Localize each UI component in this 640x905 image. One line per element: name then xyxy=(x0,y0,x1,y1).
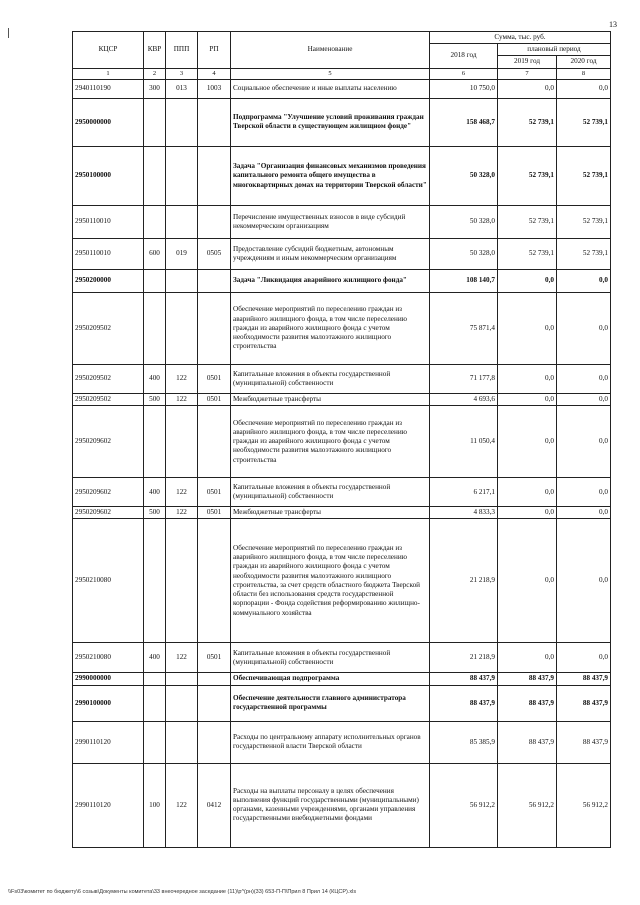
cell-ppp xyxy=(166,146,198,205)
cell-kvr: 100 xyxy=(144,763,166,847)
header-sum: Сумма, тыс. руб. xyxy=(430,32,611,44)
cell-2018: 50 328,0 xyxy=(430,146,498,205)
table-row xyxy=(73,673,611,685)
cell-kcsr: 2950209502 xyxy=(73,292,144,364)
cell-kvr xyxy=(144,406,166,478)
cell-rp: 0412 xyxy=(198,763,231,847)
col-number: 3 xyxy=(166,68,198,79)
cell-kvr: 400 xyxy=(144,478,166,507)
cell-2018: 158 468,7 xyxy=(430,98,498,146)
table-row xyxy=(73,98,611,146)
cell-rp xyxy=(198,721,231,763)
cell-2019: 52 739,1 xyxy=(498,98,557,146)
header-2018: 2018 год xyxy=(430,44,498,68)
cell-2020: 0,0 xyxy=(557,643,611,673)
cell-2020: 0,0 xyxy=(557,269,611,292)
cell-kvr: 400 xyxy=(144,364,166,393)
cell-2019: 0,0 xyxy=(498,79,557,98)
cell-kcsr: 2940110190 xyxy=(73,79,144,98)
cell-2019: 0,0 xyxy=(498,393,557,405)
cell-name: Подпрограмма "Улучшение условий проживания граждан Тверской области в существующем жилищном фонде" xyxy=(231,98,430,146)
cell-kcsr: 2950100000 xyxy=(73,146,144,205)
table-row xyxy=(73,205,611,238)
cell-name: Перечисление имущественных взносов в виде субсидий некоммерческим организациям xyxy=(231,205,430,238)
cell-name: Обеспечение мероприятий по переселению граждан из аварийного жилищного фонда, в том числе переселению граждан из аварийного жилищного фонда с учетом необходимости развития малоэтажного жилищного строительства, за счет средств областного бюджета Тверской области без использования средств государственной корпорации - Фонда содействия реформированию жилищно-коммунального хозяйства xyxy=(231,519,430,643)
cell-rp xyxy=(198,205,231,238)
cell-2019: 88 437,9 xyxy=(498,721,557,763)
cell-rp: 0501 xyxy=(198,478,231,507)
cell-kvr: 500 xyxy=(144,507,166,519)
cell-ppp: 019 xyxy=(166,238,198,269)
cell-rp xyxy=(198,519,231,643)
col-number: 4 xyxy=(198,68,231,79)
cell-kvr: 400 xyxy=(144,643,166,673)
cell-kcsr: 2990000000 xyxy=(73,673,144,685)
cell-2018: 21 218,9 xyxy=(430,519,498,643)
header-planned-period: плановый период xyxy=(498,44,611,56)
cell-ppp: 122 xyxy=(166,643,198,673)
cell-2019: 0,0 xyxy=(498,364,557,393)
cell-2020: 0,0 xyxy=(557,478,611,507)
cell-kcsr: 2950209602 xyxy=(73,478,144,507)
cell-2018: 56 912,2 xyxy=(430,763,498,847)
header-kcsr: КЦСР xyxy=(73,32,144,69)
cell-2020: 56 912,2 xyxy=(557,763,611,847)
cell-kvr xyxy=(144,292,166,364)
table-row xyxy=(73,269,611,292)
cell-rp: 0501 xyxy=(198,364,231,393)
header-kvr: КВР xyxy=(144,32,166,69)
cell-name: Расходы на выплаты персоналу в целях обеспечения выполнения функций государственными (муниципальными) органами, казенными учреждениями, органами управления государственными внебюджетными фондами xyxy=(231,763,430,847)
cell-rp xyxy=(198,685,231,721)
cell-name: Капитальные вложения в объекты государственной (муниципальной) собственности xyxy=(231,478,430,507)
cell-ppp: 122 xyxy=(166,507,198,519)
cell-name: Обеспечивающая подпрограмма xyxy=(231,673,430,685)
header-rp: РП xyxy=(198,32,231,69)
cell-name: Межбюджетные трансферты xyxy=(231,393,430,405)
cell-2019: 88 437,9 xyxy=(498,673,557,685)
col-number: 1 xyxy=(73,68,144,79)
cell-kvr xyxy=(144,519,166,643)
cell-2020: 0,0 xyxy=(557,507,611,519)
cell-kvr: 500 xyxy=(144,393,166,405)
cell-kvr xyxy=(144,269,166,292)
table-row xyxy=(73,393,611,405)
cell-rp: 0501 xyxy=(198,393,231,405)
cell-2019: 0,0 xyxy=(498,292,557,364)
cell-2019: 0,0 xyxy=(498,478,557,507)
table-row xyxy=(73,685,611,721)
cell-ppp: 122 xyxy=(166,478,198,507)
cell-2018: 21 218,9 xyxy=(430,643,498,673)
cell-2019: 56 912,2 xyxy=(498,763,557,847)
cell-kcsr: 2990110120 xyxy=(73,721,144,763)
cell-kcsr: 2950110010 xyxy=(73,238,144,269)
cell-2020: 0,0 xyxy=(557,406,611,478)
cell-rp: 0505 xyxy=(198,238,231,269)
cell-2018: 88 437,9 xyxy=(430,673,498,685)
cell-name: Предоставление субсидий бюджетным, автономным учреждениям и иным некоммерческим организациям xyxy=(231,238,430,269)
cell-2020: 88 437,9 xyxy=(557,685,611,721)
cell-kvr: 600 xyxy=(144,238,166,269)
cell-2018: 71 177,8 xyxy=(430,364,498,393)
table-row xyxy=(73,721,611,763)
cell-2018: 88 437,9 xyxy=(430,685,498,721)
cell-2019: 52 739,1 xyxy=(498,146,557,205)
cell-2020: 0,0 xyxy=(557,393,611,405)
cell-kvr xyxy=(144,98,166,146)
cell-ppp xyxy=(166,673,198,685)
cell-2018: 6 217,1 xyxy=(430,478,498,507)
margin-mark xyxy=(8,28,9,38)
page-number: 13 xyxy=(609,20,617,29)
table-row xyxy=(73,238,611,269)
cell-kcsr: 2950000000 xyxy=(73,98,144,146)
cell-2019: 52 739,1 xyxy=(498,238,557,269)
cell-kvr xyxy=(144,721,166,763)
cell-ppp xyxy=(166,292,198,364)
cell-rp xyxy=(198,673,231,685)
cell-rp xyxy=(198,98,231,146)
cell-2019: 0,0 xyxy=(498,406,557,478)
cell-rp xyxy=(198,269,231,292)
header-name: Наименование xyxy=(231,32,430,69)
cell-2019: 0,0 xyxy=(498,269,557,292)
cell-kcsr: 2950110010 xyxy=(73,205,144,238)
budget-table xyxy=(72,31,611,848)
cell-rp xyxy=(198,292,231,364)
col-number: 6 xyxy=(430,68,498,79)
cell-rp xyxy=(198,406,231,478)
table-row xyxy=(73,406,611,478)
cell-rp: 0501 xyxy=(198,507,231,519)
cell-2020: 0,0 xyxy=(557,364,611,393)
cell-2020: 0,0 xyxy=(557,292,611,364)
cell-ppp xyxy=(166,685,198,721)
cell-ppp xyxy=(166,269,198,292)
col-number: 2 xyxy=(144,68,166,79)
col-number: 8 xyxy=(557,68,611,79)
cell-kcsr: 2950209502 xyxy=(73,364,144,393)
col-number: 5 xyxy=(231,68,430,79)
cell-2018: 10 750,0 xyxy=(430,79,498,98)
cell-2018: 75 871,4 xyxy=(430,292,498,364)
cell-2019: 0,0 xyxy=(498,507,557,519)
cell-rp xyxy=(198,146,231,205)
cell-kcsr: 2950210080 xyxy=(73,643,144,673)
cell-2020: 52 739,1 xyxy=(557,146,611,205)
cell-name: Обеспечение мероприятий по переселению граждан из аварийного жилищного фонда, в том числе переселению граждан из аварийного жилищного фонда с учетом необходимости развития малоэтажного жилищного строительства xyxy=(231,406,430,478)
cell-2020: 52 739,1 xyxy=(557,238,611,269)
table-row xyxy=(73,364,611,393)
cell-kvr xyxy=(144,673,166,685)
cell-kvr xyxy=(144,685,166,721)
table-row xyxy=(73,763,611,847)
cell-name: Межбюджетные трансферты xyxy=(231,507,430,519)
cell-ppp xyxy=(166,406,198,478)
cell-2020: 88 437,9 xyxy=(557,721,611,763)
table-row xyxy=(73,79,611,98)
cell-2018: 4 693,6 xyxy=(430,393,498,405)
table-row xyxy=(73,292,611,364)
cell-ppp xyxy=(166,205,198,238)
cell-kcsr: 2990110120 xyxy=(73,763,144,847)
cell-2020: 52 739,1 xyxy=(557,205,611,238)
table-row xyxy=(73,146,611,205)
cell-kcsr: 2990100000 xyxy=(73,685,144,721)
cell-ppp xyxy=(166,519,198,643)
cell-2019: 0,0 xyxy=(498,643,557,673)
cell-2018: 11 050,4 xyxy=(430,406,498,478)
cell-kvr: 300 xyxy=(144,79,166,98)
cell-2018: 4 833,3 xyxy=(430,507,498,519)
cell-2018: 85 385,9 xyxy=(430,721,498,763)
cell-name: Капитальные вложения в объекты государственной (муниципальной) собственности xyxy=(231,364,430,393)
header-2019: 2019 год xyxy=(498,56,557,68)
column-numbers-row xyxy=(73,68,611,79)
cell-2018: 108 140,7 xyxy=(430,269,498,292)
cell-kcsr: 2950209502 xyxy=(73,393,144,405)
cell-kvr xyxy=(144,205,166,238)
cell-2020: 0,0 xyxy=(557,79,611,98)
table-row xyxy=(73,643,611,673)
cell-name: Обеспечение мероприятий по переселению граждан из аварийного жилищного фонда, в том числе переселению граждан из аварийного жилищного фонда с учетом необходимости развития малоэтажного жилищного строительства xyxy=(231,292,430,364)
table-row xyxy=(73,519,611,643)
cell-2020: 52 739,1 xyxy=(557,98,611,146)
cell-name: Обеспечение деятельности главного администратора государственной программы xyxy=(231,685,430,721)
header-ppp: ППП xyxy=(166,32,198,69)
cell-rp: 1003 xyxy=(198,79,231,98)
cell-ppp xyxy=(166,721,198,763)
col-number: 7 xyxy=(498,68,557,79)
cell-ppp: 122 xyxy=(166,364,198,393)
cell-name: Задача "Ликвидация аварийного жилищного фонда" xyxy=(231,269,430,292)
cell-ppp: 122 xyxy=(166,763,198,847)
cell-2018: 50 328,0 xyxy=(430,205,498,238)
cell-kcsr: 2950209602 xyxy=(73,507,144,519)
cell-ppp: 122 xyxy=(166,393,198,405)
cell-2019: 0,0 xyxy=(498,519,557,643)
cell-2018: 50 328,0 xyxy=(430,238,498,269)
cell-2019: 52 739,1 xyxy=(498,205,557,238)
cell-ppp: 013 xyxy=(166,79,198,98)
cell-rp: 0501 xyxy=(198,643,231,673)
cell-kcsr: 2950210080 xyxy=(73,519,144,643)
cell-kcsr: 2950209602 xyxy=(73,406,144,478)
cell-name: Задача "Организация финансовых механизмов проведения капитального ремонта общего имущества в многоквартирных домах на территории Тверской области" xyxy=(231,146,430,205)
cell-kvr xyxy=(144,146,166,205)
table-row xyxy=(73,478,611,507)
table-row xyxy=(73,507,611,519)
cell-2020: 0,0 xyxy=(557,519,611,643)
cell-kcsr: 2950200000 xyxy=(73,269,144,292)
cell-name: Капитальные вложения в объекты государственной (муниципальной) собственности xyxy=(231,643,430,673)
cell-name: Социальное обеспечение и иные выплаты населению xyxy=(231,79,430,98)
file-path-footer: \\Fs03\комитет по бюджету\6 созыв\Документы комитета\33 внеочередное заседание (11)\р^(рн)(33) 653-П-П\Прил 8 Прил 14 (КЦСР).xls xyxy=(8,889,357,895)
cell-name: Расходы по центральному аппарату исполнительных органов государственной власти Тверской области xyxy=(231,721,430,763)
header-2020: 2020 год xyxy=(557,56,611,68)
cell-2020: 88 437,9 xyxy=(557,673,611,685)
cell-2019: 88 437,9 xyxy=(498,685,557,721)
cell-ppp xyxy=(166,98,198,146)
